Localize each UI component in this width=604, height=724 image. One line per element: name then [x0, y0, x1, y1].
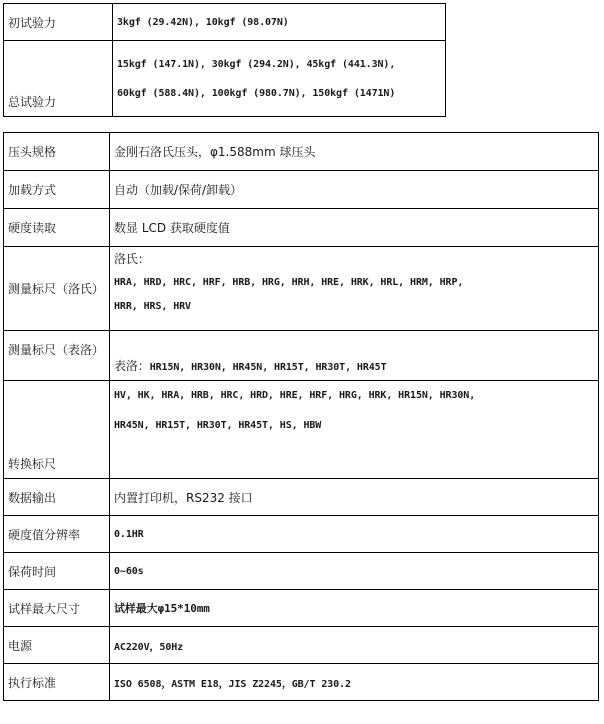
spec-row-power	[4, 627, 599, 664]
reading-value: 数显 LCD 获取硬度值	[110, 209, 599, 247]
loading-label: 加载方式	[4, 171, 110, 209]
conversion-scale-line: HV, HK, HRA, HRB, HRC, HRD, HRE, HRF, HRG, HRK, HR15N, HR30N,	[114, 390, 476, 401]
spec-row-conversion	[4, 381, 599, 479]
spec-row-standard	[4, 664, 599, 701]
spec-row-superficial	[4, 331, 599, 381]
reading-label: 硬度读取	[4, 209, 110, 247]
total-force-values	[113, 41, 446, 117]
test-force-table	[3, 3, 446, 117]
conversion-scale-line: HR45N, HR15T, HR30T, HR45T, HS, HBW	[114, 420, 322, 431]
rockwell-label: 测量标尺（洛氏）	[4, 247, 110, 331]
conversion-values	[110, 381, 599, 479]
superficial-values	[110, 331, 599, 381]
initial-force-label: 初试验力	[4, 4, 113, 41]
spec-row-indenter	[4, 133, 599, 171]
initial-force-row	[4, 4, 446, 41]
spec-row-output	[4, 479, 599, 516]
spec-row-reading	[4, 209, 599, 247]
resolution-label: 硬度值分辨率	[4, 516, 110, 553]
indenter-value: 金刚石洛氏压头，φ1.588mm 球压头	[110, 133, 599, 171]
total-force-line: 15kgf (147.1N), 30kgf (294.2N), 45kgf (441.3N),	[117, 58, 396, 70]
power-label: 电源	[4, 627, 110, 664]
superficial-label: 测量标尺（表洛）	[4, 331, 110, 381]
indenter-label: 压头规格	[4, 133, 110, 171]
superficial-prefix: 表洛：	[114, 359, 150, 373]
rockwell-values	[110, 247, 599, 331]
rockwell-scale-line: HRR, HRS, HRV	[114, 301, 191, 312]
spec-row-loading	[4, 171, 599, 209]
resolution-value: 0.1HR	[110, 516, 599, 553]
rockwell-scale-line: HRA, HRD, HRC, HRF, HRB, HRG, HRH, HRE, HRK, HRL, HRM, HRP,	[114, 277, 464, 288]
initial-force-value: 3kgf (29.42N), 10kgf (98.07N)	[113, 4, 446, 41]
total-force-line: 60kgf (588.4N), 100kgf (980.7N), 150kgf (1471N)	[117, 87, 396, 99]
dwell-label: 保荷时间	[4, 553, 110, 590]
specification-table	[3, 132, 599, 701]
rockwell-prefix: 洛氏：	[114, 252, 150, 266]
max-size-label: 试样最大尺寸	[4, 590, 110, 627]
spec-row-max-size	[4, 590, 599, 627]
spec-row-rockwell	[4, 247, 599, 331]
conversion-label: 转换标尺	[4, 381, 110, 479]
max-size-value: 试样最大φ15*10mm	[110, 590, 599, 627]
loading-value: 自动（加载/保荷/卸载）	[110, 171, 599, 209]
output-value: 内置打印机，RS232 接口	[110, 479, 599, 516]
dwell-value: 0~60s	[110, 553, 599, 590]
spec-row-resolution	[4, 516, 599, 553]
power-value: AC220V，50Hz	[110, 627, 599, 664]
total-force-row	[4, 41, 446, 117]
total-force-label: 总试验力	[4, 41, 113, 117]
spec-row-dwell	[4, 553, 599, 590]
output-label: 数据输出	[4, 479, 110, 516]
standard-label: 执行标准	[4, 664, 110, 701]
superficial-scale-list: HR15N, HR30N, HR45N, HR15T, HR30T, HR45T	[149, 362, 387, 373]
standard-value: ISO 6508，ASTM E18，JIS Z2245，GB/T 230.2	[110, 664, 599, 701]
